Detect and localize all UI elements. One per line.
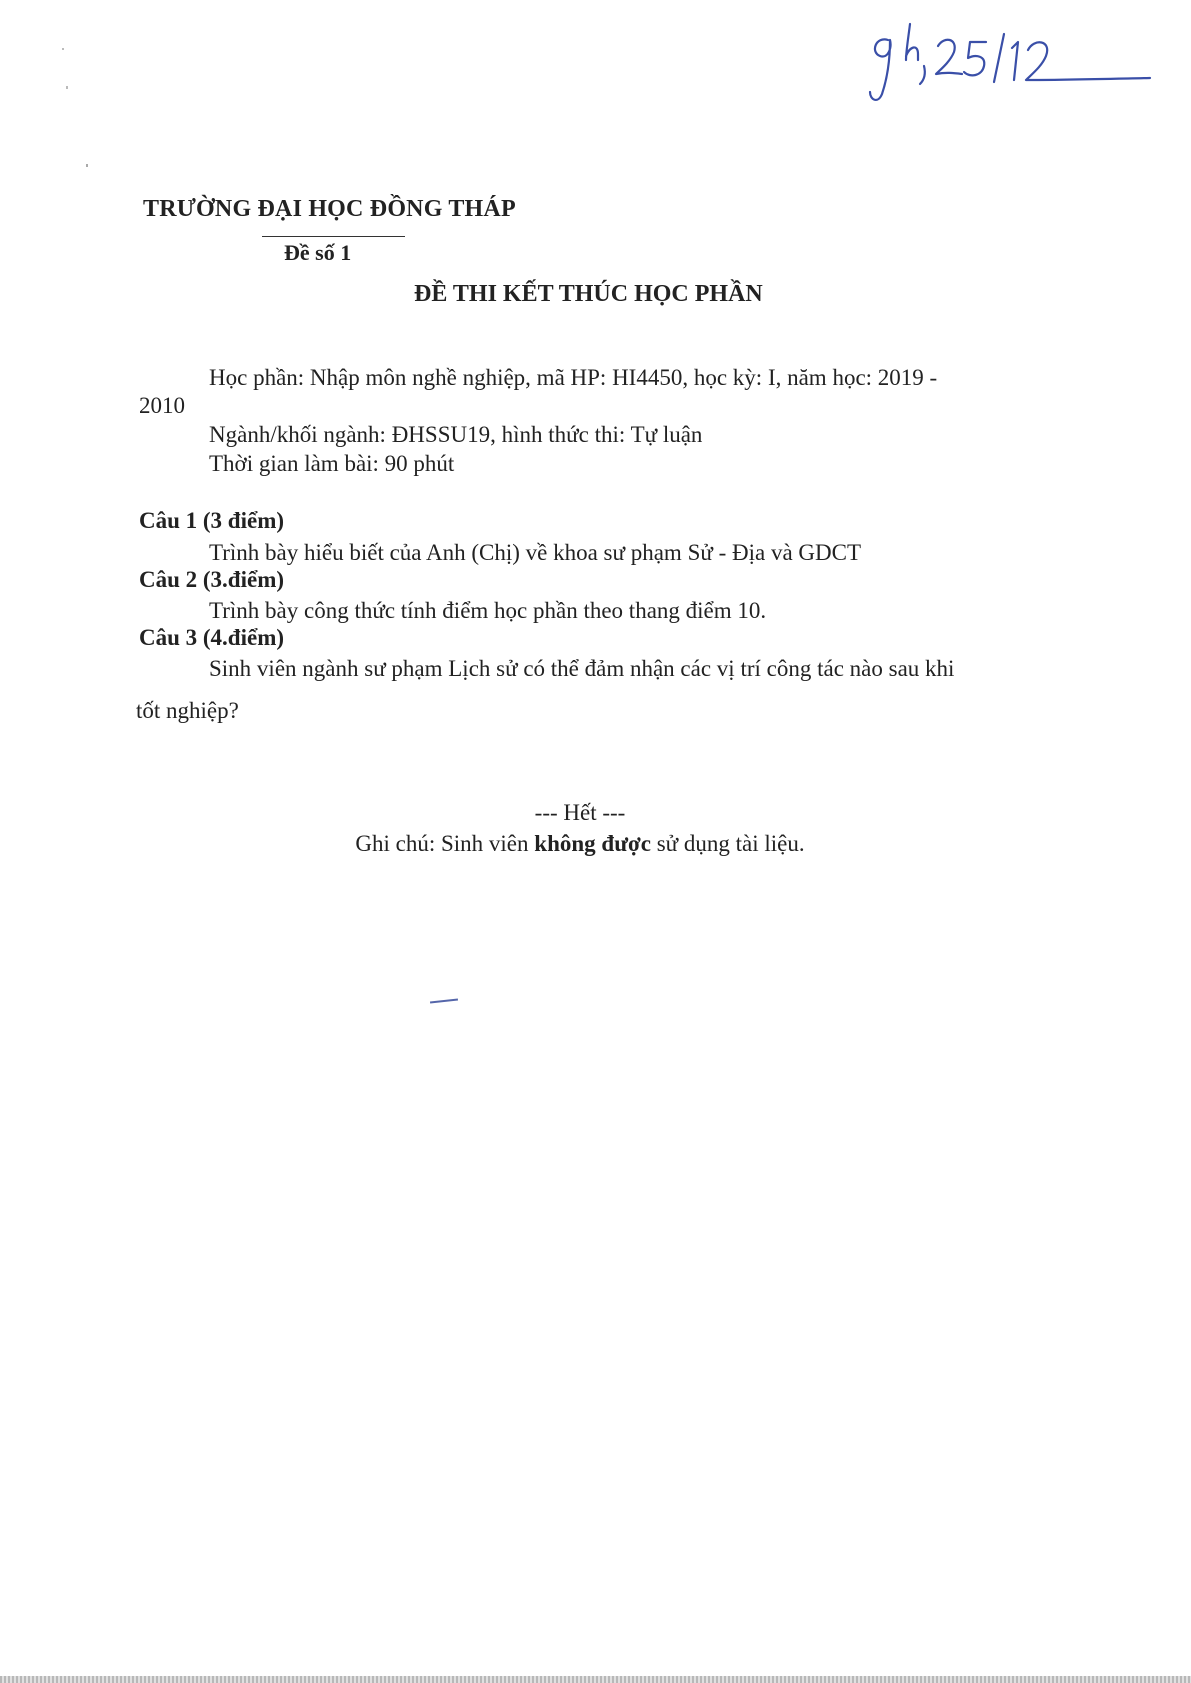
question-2-heading: Câu 2 (3.điểm) bbox=[139, 567, 285, 592]
question-3-text-line2: tốt nghiệp? bbox=[136, 698, 239, 723]
header-divider bbox=[262, 236, 405, 237]
course-info-line1: Học phần: Nhập môn nghề nghiệp, mã HP: HI4450, học kỳ: I, năm học: 2019 - bbox=[209, 365, 938, 390]
note-prefix: Ghi chú: Sinh viên bbox=[355, 831, 535, 856]
question-3-heading: Câu 3 (4.điểm) bbox=[139, 625, 285, 650]
question-1-text: Trình bày hiểu biết của Anh (Chị) về khoa sư phạm Sử - Địa và GDCT bbox=[209, 540, 862, 565]
end-mark: --- Hết --- bbox=[534, 800, 626, 825]
major-info: Ngành/khối ngành: ĐHSSU19, hình thức thi: Tự luận bbox=[209, 422, 703, 447]
scan-edge bbox=[0, 1676, 1191, 1683]
scan-speck bbox=[62, 48, 64, 50]
question-1-heading: Câu 1 (3 điểm) bbox=[139, 508, 285, 533]
scan-speck bbox=[86, 164, 88, 167]
ink-mark bbox=[430, 999, 458, 1004]
note-suffix: sử dụng tài liệu. bbox=[650, 831, 805, 856]
school-name: TRƯỜNG ĐẠI HỌC ĐỒNG THÁP bbox=[143, 196, 516, 222]
exam-duration: Thời gian làm bài: 90 phút bbox=[209, 451, 455, 476]
exam-number: Đề số 1 bbox=[284, 240, 352, 265]
exam-title: ĐỀ THI KẾT THÚC HỌC PHẦN bbox=[414, 281, 763, 307]
handwritten-note bbox=[862, 18, 1152, 108]
question-3-text-line1: Sinh viên ngành sư phạm Lịch sử có thể đảm nhận các vị trí công tác nào sau khi bbox=[209, 656, 955, 681]
question-2-text: Trình bày công thức tính điểm học phần theo thang điểm 10. bbox=[209, 598, 767, 623]
footer-note bbox=[0, 831, 1160, 857]
course-info-line2: 2010 bbox=[139, 393, 185, 418]
note-emphasis: không được bbox=[534, 831, 651, 856]
scan-speck bbox=[66, 86, 68, 89]
